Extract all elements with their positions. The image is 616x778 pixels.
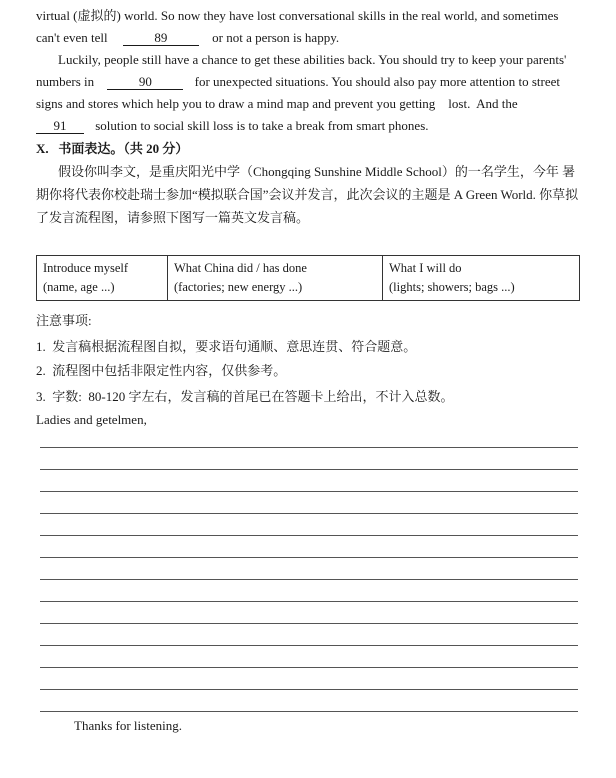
writing-line: [40, 557, 578, 558]
flow-cell-title: What I will do: [389, 261, 462, 275]
speech-closing: Thanks for listening.: [74, 718, 182, 733]
flow-cell-plans: [383, 256, 580, 301]
passage-line-2: [36, 28, 339, 47]
writing-line: [40, 623, 578, 624]
answer-blank-91[interactable]: 91: [36, 118, 84, 134]
flow-cell-hint: (lights; showers; bags ...): [389, 280, 515, 294]
writing-line: [40, 689, 578, 690]
answer-blank-89[interactable]: 89: [123, 30, 199, 46]
note-item-2: 2. 流程图中包括非限定性内容，仅供参考。: [36, 363, 287, 378]
writing-line: [40, 491, 578, 492]
writing-line: [40, 579, 578, 580]
writing-line: [40, 535, 578, 536]
section-heading: X. 书面表达。（共 20 分）: [36, 141, 189, 156]
passage-line-6-end: solution to social skill loss is to take a break from smart phones.: [95, 118, 429, 133]
flow-cell-title: What China did / has done: [174, 261, 307, 275]
passage-line-1: virtual (虚拟的) world. So now they have lost conversational skills in the real world, and sometimes: [36, 8, 559, 23]
passage-line-5: signs and stores which help you to draw a mind map and prevent you getting lost. And the: [36, 96, 518, 111]
flow-cell-hint: (factories; new energy ...): [174, 280, 303, 294]
passage-line-2-start: can't even tell: [36, 30, 108, 45]
note-item-3: 3. 字数: 80-120 字左右，发言稿的首尾已在答题卡上给出，不计入总数。: [36, 389, 454, 404]
flow-cell-hint: (name, age ...): [43, 280, 115, 294]
passage-line-4: [36, 72, 560, 91]
writing-line: [40, 469, 578, 470]
flow-cell-introduce: [37, 256, 168, 301]
writing-line: [40, 447, 578, 448]
prompt-line-1: 假设你叫李文，是重庆阳光中学（Chongqing Sunshine Middle School）的一名学生，今年 暑: [58, 164, 576, 179]
writing-line: [40, 711, 578, 712]
writing-line: [40, 513, 578, 514]
flow-cell-china: [168, 256, 383, 301]
writing-line: [40, 601, 578, 602]
speech-opening: Ladies and getelmen,: [36, 412, 147, 427]
answer-blank-90[interactable]: 90: [107, 74, 183, 90]
passage-line-4-start: numbers in: [36, 74, 95, 89]
speech-flowchart-table: [36, 255, 580, 301]
passage-line-2-end: or not a person is happy.: [212, 30, 340, 45]
note-item-1: 1. 发言稿根据流程图自拟，要求语句通顺、意思连贯、符合题意。: [36, 339, 417, 354]
notes-title: 注意事项:: [36, 313, 92, 328]
prompt-line-2: 期你将代表你校赴瑞士参加“模拟联合国”会议并发言，此次会议的主题是 A Green World. 你草拟: [36, 187, 579, 202]
writing-line: [40, 645, 578, 646]
passage-line-6: [36, 116, 429, 135]
flow-cell-title: Introduce myself: [43, 261, 129, 275]
passage-line-3: Luckily, people still have a chance to get these abilities back. You should try to keep your parents': [58, 52, 567, 67]
passage-line-4-end: for unexpected situations. You should also pay more attention to street: [194, 74, 561, 89]
writing-line: [40, 667, 578, 668]
prompt-line-3: 了发言流程图，请参照下图写一篇英文发言稿。: [36, 210, 310, 225]
